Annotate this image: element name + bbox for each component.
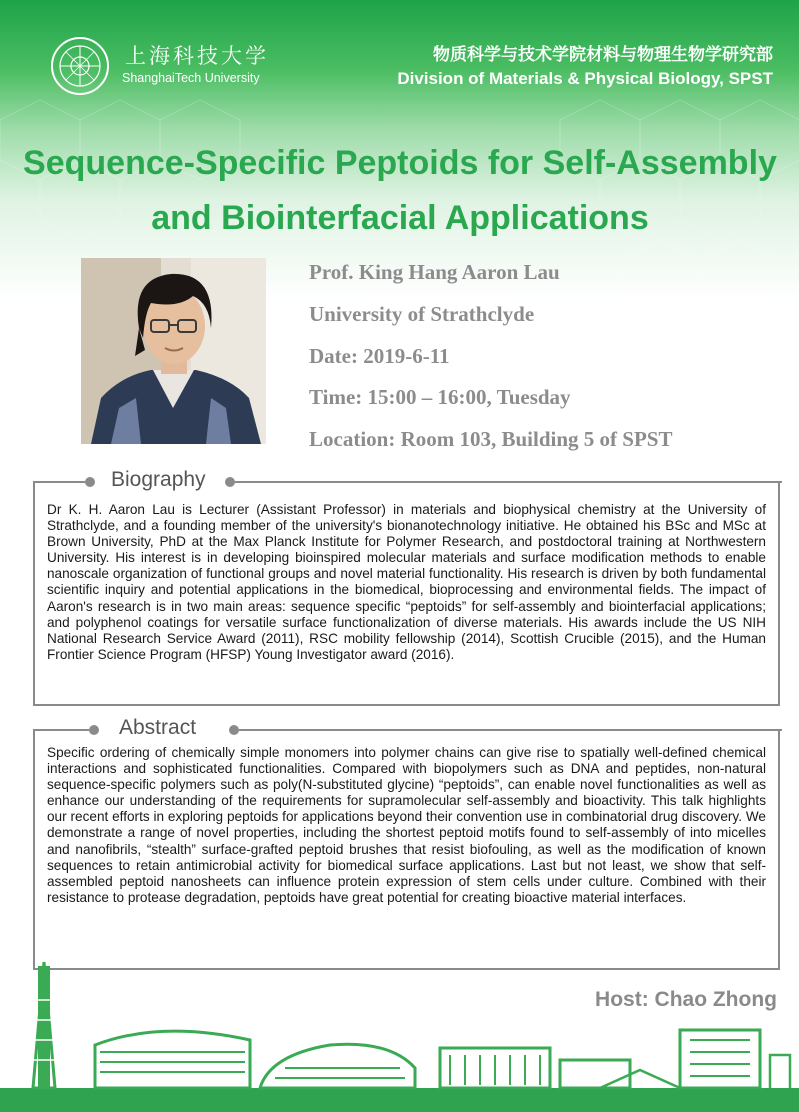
talk-time: Time: 15:00 – 16:00, Tuesday — [309, 385, 571, 409]
biography-heading: Biography — [111, 468, 206, 491]
university-seal-icon — [50, 36, 110, 96]
division-name-cn: 物质科学与技术学院材料与物理生物学研究部 — [433, 45, 773, 64]
host-label: Host: Chao Zhong — [595, 988, 777, 1011]
abstract-text: Specific ordering of chemically simple monomers into polymer chains can give rise to spatially well-defined chemical interactions and sophisticated functionalities. Compared with biopolymers such as DNA and peptides, non-natural sequence-specific polymers such as poly(N-substituted glycine) “peptoids”, can enable novel functionalities as well as enhance our understanding of the requirements for supramolecular self-assembly and bioactivity. This talk highlights our recent efforts in exploring peptoids for applications beyond their convention use in combinatorial drug discovery. We demonstrate a range of novel properties, including the shortest peptoid motifs found to self-assembly of into micelles and nanofibrils, “stealth” surface-grafted peptoid brushes that resist biofouling, as well as the modification of known sequences to retain antimicrobial activity for biomedical surface applications. Last but not least, we show that self-assembled peptoid nanosheets can influence protein expression of stem cells under culture. Combined with their resistance to protease degradation, peptoids have great potential for creating bioactive material interfaces. — [47, 745, 766, 905]
biography-box — [33, 482, 780, 706]
division-name-en: Division of Materials & Physical Biology, SPST — [397, 69, 773, 88]
biography-text: Dr K. H. Aaron Lau is Lecturer (Assistant Professor) in materials and biophysical chemistry at the University of Strathclyde, and a founding member of the university's bionanotechnology initiative. He obtained his BSc and MSc at Brown University, PhD at the Max Planck Institute for Polymer Research, and postdoctoral training at Northwestern University. His interest is in developing bioinspired molecular materials and surface modification methods to enable nanoscale organization of functional groups and novel material functionality. His research is driven by both fundamental scientific inquiry and potential applications in the biomedical, bioprocessing and environmental fields. The impact of Aaron's research is in two main areas: sequence specific “peptoids” for self-assembly and biointerfacial applications; and polyphenol coatings for versatile surface functionalization of diverse materials. His awards include the US NIH National Research Service Award (2011), RSC mobility fellowship (2014), Scottish Crucible (2015), and the Human Frontier Science Program (HFSP) Young Investigator award (2016). — [47, 502, 766, 662]
speaker-photo — [81, 258, 266, 444]
campus-skyline-illustration — [0, 960, 799, 1112]
university-name-en: ShanghaiTech University — [122, 71, 260, 85]
speaker-name: Prof. King Hang Aaron Lau — [309, 260, 560, 284]
abstract-box — [33, 730, 780, 970]
university-name-cn: 上海科技大学 — [125, 44, 269, 68]
talk-title: Sequence-Specific Peptoids for Self-Assembly and Biointerfacial Applications — [23, 144, 777, 237]
abstract-heading: Abstract — [119, 716, 197, 739]
talk-location: Location: Room 103, Building 5 of SPST — [309, 427, 673, 451]
speaker-affiliation: University of Strathclyde — [309, 302, 535, 326]
talk-date: Date: 2019-6-11 — [309, 344, 450, 368]
